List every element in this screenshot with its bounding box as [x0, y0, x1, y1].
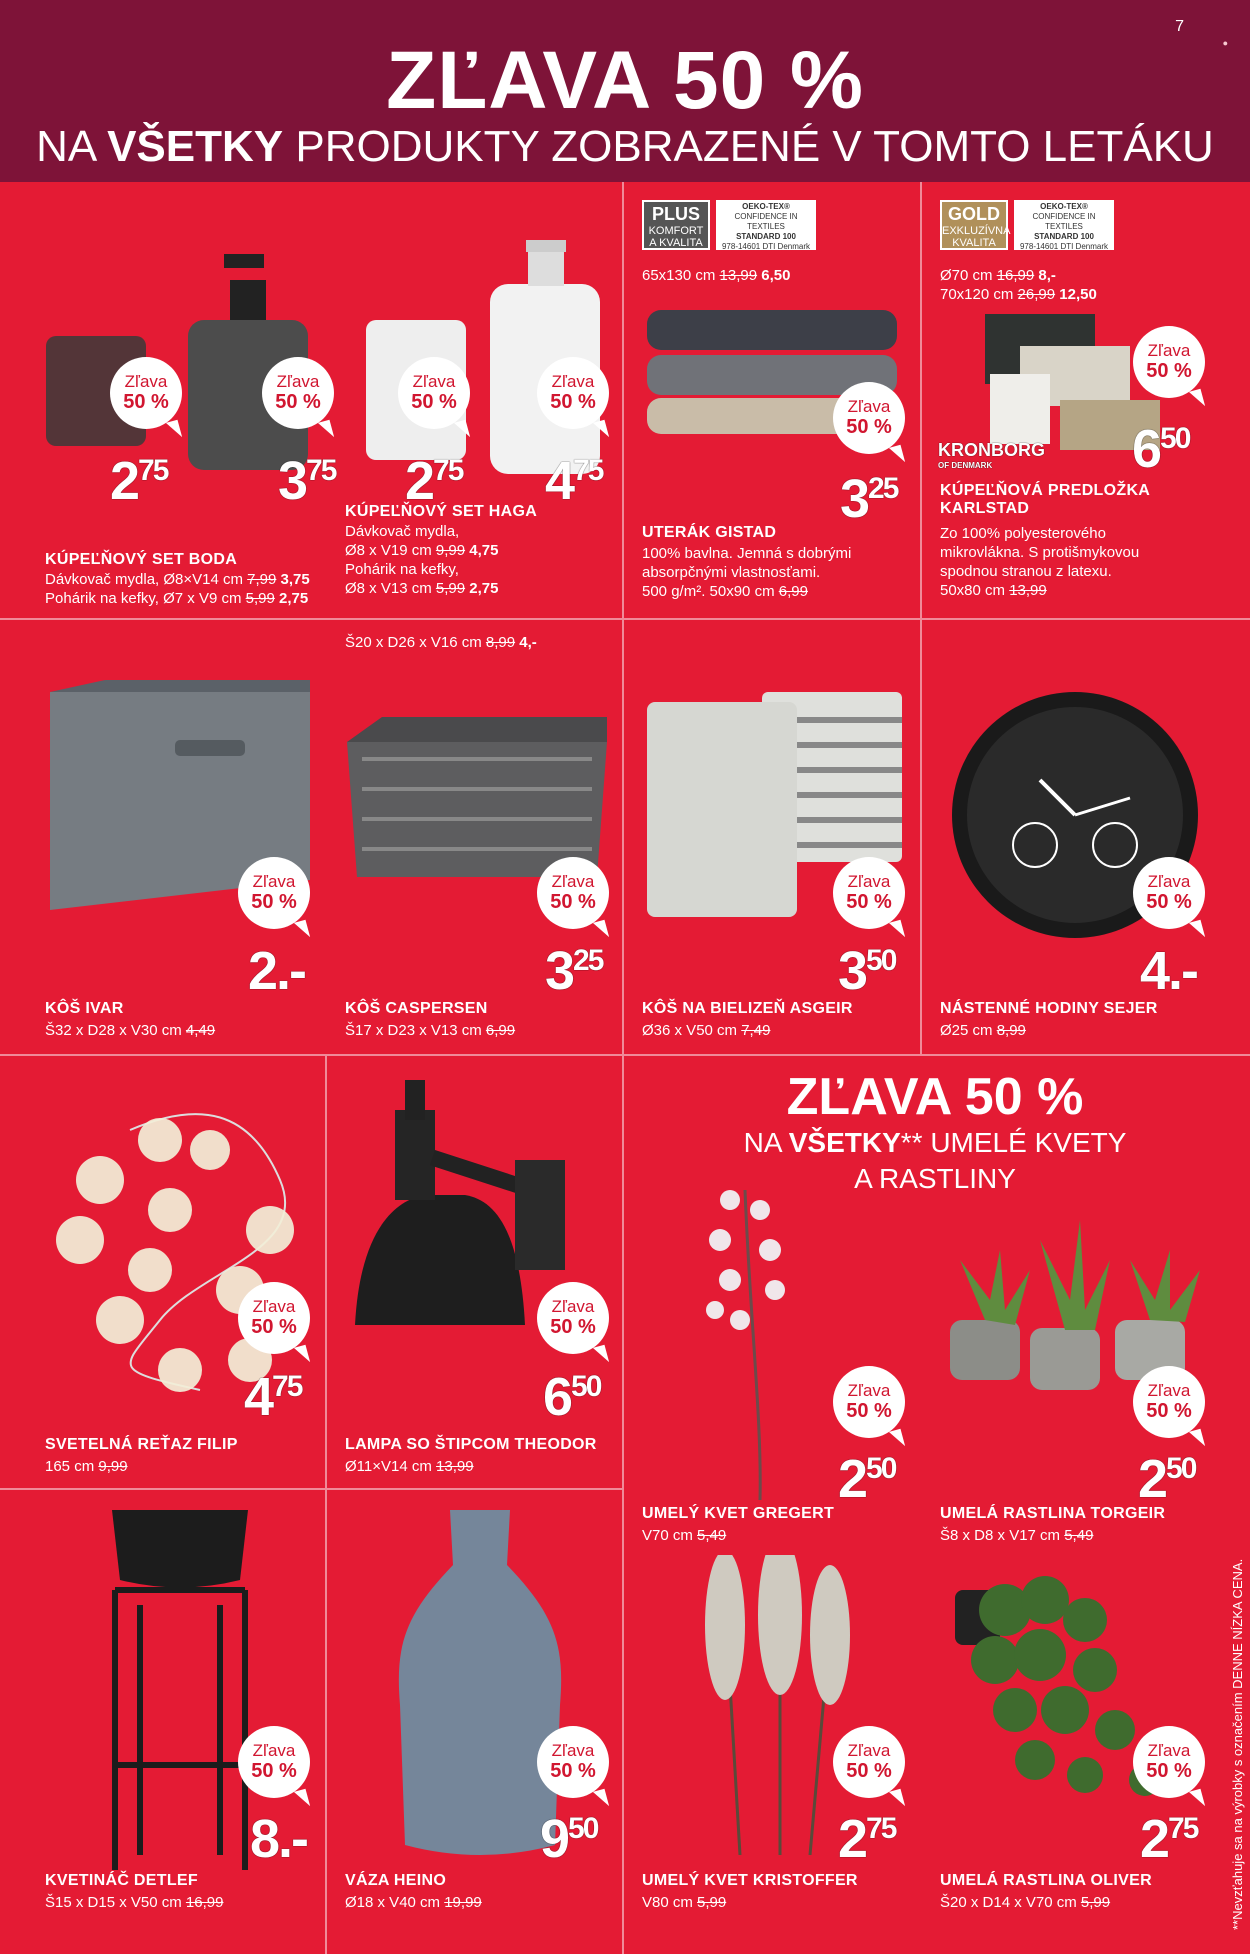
product-name: UTERÁK GISTAD [642, 524, 777, 541]
product-variant: Ø70 cm 16,99 8,- 70x120 cm 26,99 12,50 [940, 267, 1097, 303]
oeko-tex-label: OEKO-TEX® CONFIDENCE IN TEXTILES STANDARD 100 978-14601 DTI Denmark [716, 200, 816, 250]
grid-divider [0, 1488, 622, 1490]
plant-stand-image [100, 1505, 260, 1875]
price-tag: $3^{50}$ [838, 941, 896, 1001]
product-description: Š20 x D14 x V70 cm 5,99 [940, 1894, 1111, 1911]
discount-badge: Zľava 50 % [833, 1726, 905, 1798]
product-description: 100% bavlna. Jemná s dobrými absorpčnými vlastnosťami. 500 g/m². 50x90 cm 6,99 [642, 545, 852, 600]
footnote: **Nevzťahuje sa na výrobky s označením DENNE NÍZKA CENA. [1230, 1558, 1245, 1930]
price-tag: $2^{75}$ [405, 451, 463, 511]
promo-title: ZĽAVA 50 % [786, 1068, 1084, 1126]
product-name: LAMPA SO ŠTIPCOM THEODOR [345, 1436, 597, 1453]
discount-badge: Zľava 50 % [833, 1366, 905, 1438]
product-name: SVETELNÁ REŤAZ FILIP [45, 1436, 238, 1453]
discount-badge: Zľava 50 % [238, 857, 310, 929]
product-name: NÁSTENNÉ HODINY SEJER [940, 1000, 1158, 1017]
price-tag: $4^{75}$ [244, 1367, 302, 1427]
discount-badge: Zľava 50 % [537, 357, 609, 429]
quality-certificates [940, 200, 1114, 250]
price-tag: $6^{50}$ [543, 1367, 601, 1427]
grid-divider [0, 1054, 1250, 1056]
discount-badge: Zľava 50 % [398, 357, 470, 429]
product-description: Ø11×V14 cm 13,99 [345, 1458, 474, 1475]
logo-mark: ● [1222, 38, 1228, 48]
price-tag: 4.- [1140, 941, 1198, 1001]
price-tag: $9^{50}$ [540, 1809, 598, 1869]
price-tag: $3^{75}$ [278, 451, 336, 511]
page-number: 7 [1175, 18, 1184, 35]
price-tag: 2.- [248, 941, 306, 1001]
product-description: Š8 x D8 x V17 cm 5,49 [940, 1527, 1094, 1544]
price-tag: $6^{50}$ [1132, 419, 1190, 479]
discount-badge: Zľava 50 % [1133, 326, 1205, 398]
discount-badge: Zľava 50 % [1133, 1366, 1205, 1438]
product-name: KÔŠ IVAR [45, 1000, 124, 1017]
product-name: UMELÝ KVET KRISTOFFER [642, 1872, 858, 1889]
discount-badge: Zľava 50 % [1133, 857, 1205, 929]
product-description: Dávkovač mydla, Ø8×V14 cm 7,99 3,75 Pohárik na kefky, Ø7 x V9 cm 5,99 2,75 [45, 571, 310, 607]
product-variant: 65x130 cm 13,99 6,50 [642, 267, 791, 284]
discount-badge: Zľava 50 % [238, 1726, 310, 1798]
product-name: VÁZA HEINO [345, 1872, 447, 1889]
header-subtitle: NA VŠETKY PRODUKTY ZOBRAZENÉ V TOMTO LETÁKU [36, 122, 1214, 171]
product-name: UMELÝ KVET GREGERT [642, 1505, 835, 1522]
promo-subtitle: NA VŠETKY** UMELÉ KVETY A RASTLINY [743, 1127, 1127, 1194]
quality-certificates [642, 200, 816, 250]
discount-badge: Zľava 50 % [110, 357, 182, 429]
product-description: Š15 x D15 x V50 cm 16,99 [45, 1894, 224, 1911]
product-name: KVETINÁČ DETLEF [45, 1872, 198, 1889]
product-description: Š17 x D23 x V13 cm 6,99 [345, 1022, 516, 1039]
product-description: Zo 100% polyesterového mikrovlákna. S protišmykovou spodnou stranou z latexu. 50x80 cm 13,99 [940, 525, 1140, 599]
product-name: KÔŠ NA BIELIZEŇ ASGEIR [642, 1000, 853, 1017]
product-description: 165 cm 9,99 [45, 1458, 128, 1475]
plus-label: PLUS KOMFORT A KVALITA [642, 200, 710, 250]
gold-label: GOLD EXKLUZÍVNA KVALITA [940, 200, 1008, 250]
product-name: KÚPEĽŇOVÝ SET BODA [45, 551, 238, 568]
price-tag: $4^{75}$ [545, 451, 603, 511]
header-title: ZĽAVA 50 % [386, 35, 864, 126]
bathroom-set-image [40, 240, 620, 480]
product-description: V70 cm 5,49 [642, 1527, 727, 1544]
oeko-tex-label: OEKO-TEX® CONFIDENCE IN TEXTILES STANDARD 100 978-14601 DTI Denmark [1014, 200, 1114, 250]
discount-badge: Zľava 50 % [1133, 1726, 1205, 1798]
grid-divider [920, 618, 922, 1054]
price-tag: $2^{75}$ [1140, 1809, 1198, 1869]
price-tag: $2^{75}$ [838, 1809, 896, 1869]
discount-badge: Zľava 50 % [833, 857, 905, 929]
product-name: KÚPEĽŇOVÝ SET HAGA [345, 503, 538, 520]
grid-divider [920, 182, 922, 618]
product-variant: Š20 x D26 x V16 cm 8,99 4,- [345, 634, 537, 651]
artificial-flower-image [690, 1170, 830, 1500]
product-description: Ø25 cm 8,99 [940, 1022, 1026, 1039]
product-name: UMELÁ RASTLINA OLIVER [940, 1872, 1152, 1889]
discount-badge: Zľava 50 % [262, 357, 334, 429]
discount-badge: Zľava 50 % [537, 857, 609, 929]
discount-badge: Zľava 50 % [238, 1282, 310, 1354]
grid-divider [0, 618, 1250, 620]
product-description: V80 cm 5,99 [642, 1894, 727, 1911]
product-description: Ø18 x V40 cm 19,99 [345, 1894, 482, 1911]
brand-logo: KRONBORG OF DENMARK [938, 440, 1045, 470]
discount-badge: Zľava 50 % [537, 1282, 609, 1354]
pampas-grass-image [680, 1555, 860, 1855]
price-tag: $3^{25}$ [840, 469, 898, 529]
price-tag: $2^{50}$ [1138, 1449, 1196, 1509]
discount-badge: Zľava 50 % [833, 382, 905, 454]
product-description: Š32 x D28 x V30 cm 4,49 [45, 1022, 216, 1039]
discount-badge: Zľava 50 % [537, 1726, 609, 1798]
grid-divider [325, 1054, 327, 1954]
product-description: Dávkovač mydla, Ø8 x V19 cm 9,99 4,75 Pohárik na kefky, Ø8 x V13 cm 5,99 2,75 [345, 523, 499, 597]
product-name: KÔŠ CASPERSEN [345, 1000, 488, 1017]
price-tag: $2^{50}$ [838, 1449, 896, 1509]
price-tag: $3^{25}$ [545, 941, 603, 1001]
price-tag: 8.- [250, 1809, 308, 1869]
header-banner [0, 0, 1250, 182]
product-name: UMELÁ RASTLINA TORGEIR [940, 1505, 1166, 1522]
product-description: Ø36 x V50 cm 7,49 [642, 1022, 771, 1039]
price-tag: $2^{75}$ [110, 451, 168, 511]
product-name: KÚPEĽŇOVÁ PREDLOŽKA KARLSTAD [940, 482, 1151, 517]
